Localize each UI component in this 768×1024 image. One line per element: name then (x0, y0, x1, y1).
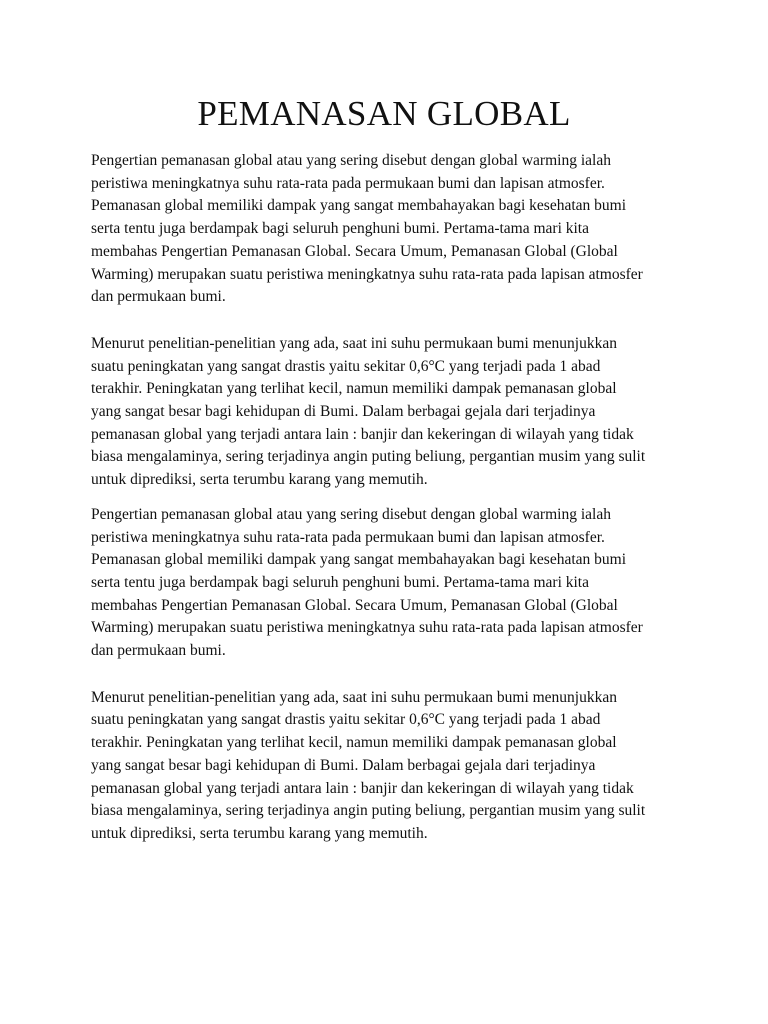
text-line: biasa mengalaminya, sering terjadinya angin puting beliung, pergantian musim yang sulit (91, 802, 646, 820)
paragraph-2 (91, 333, 691, 492)
text-line: Pemanasan global memiliki dampak yang sangat membahayakan bagi kesehatan bumi (91, 551, 627, 569)
text-line: pemanasan global yang terjadi antara lain : banjir dan kekeringan di wilayah yang tidak (91, 779, 634, 797)
text-line: untuk diprediksi, serta terumbu karang yang memutih. (91, 471, 428, 489)
text-line: membahas Pengertian Pemanasan Global. Secara Umum, Pemanasan Global (Global (91, 242, 618, 260)
paragraph-spacer (91, 663, 691, 687)
text-line: peristiwa meningkatnya suhu rata-rata pada permukaan bumi dan lapisan atmosfer. (91, 174, 605, 192)
text-line: membahas Pengertian Pemanasan Global. Secara Umum, Pemanasan Global (Global (91, 596, 618, 614)
text-line: biasa mengalaminya, sering terjadinya angin puting beliung, pergantian musim yang sulit (91, 448, 646, 466)
paragraph-3 (91, 504, 691, 663)
text-line: dan permukaan bumi. (91, 288, 226, 306)
text-line: Pengertian pemanasan global atau yang sering disebut dengan global warming ialah (91, 505, 611, 523)
text-line: suatu peningkatan yang sangat drastis yaitu sekitar 0,6°C yang terjadi pada 1 abad (91, 711, 601, 729)
paragraph-4 (91, 687, 691, 846)
text-line: Pengertian pemanasan global atau yang sering disebut dengan global warming ialah (91, 152, 611, 169)
text-line: untuk diprediksi, serta terumbu karang yang memutih. (91, 824, 428, 842)
text-line: Menurut penelitian-penelitian yang ada, saat ini suhu permukaan bumi menunjukkan (91, 334, 617, 352)
text-line: pemanasan global yang terjadi antara lain : banjir dan kekeringan di wilayah yang tidak (91, 425, 634, 443)
text-line: Menurut penelitian-penelitian yang ada, saat ini suhu permukaan bumi menunjukkan (91, 688, 617, 706)
text-line: peristiwa meningkatnya suhu rata-rata pada permukaan bumi dan lapisan atmosfer. (91, 528, 605, 546)
page-title: PEMANASAN GLOBAL (197, 94, 571, 133)
paragraph-spacer (91, 492, 691, 504)
text-line: terakhir. Peningkatan yang terlihat kecil, namun memiliki dampak pemanasan global (91, 734, 617, 752)
text-line: yang sangat besar bagi kehidupan di Bumi. Dalam berbagai gejala dari terjadinya (91, 756, 596, 774)
text-line: terakhir. Peningkatan yang terlihat kecil, namun memiliki dampak pemanasan global (91, 380, 617, 398)
document-body (91, 150, 691, 846)
paragraph-spacer (91, 309, 691, 333)
text-line: Warming) merupakan suatu peristiwa meningkatnya suhu rata-rata pada lapisan atmosfer (91, 619, 643, 637)
text-line: suatu peningkatan yang sangat drastis yaitu sekitar 0,6°C yang terjadi pada 1 abad (91, 357, 601, 375)
text-line: Pemanasan global memiliki dampak yang sangat membahayakan bagi kesehatan bumi (91, 197, 627, 215)
text-line: yang sangat besar bagi kehidupan di Bumi. Dalam berbagai gejala dari terjadinya (91, 403, 596, 421)
text-line: serta tentu juga berdampak bagi seluruh penghuni bumi. Pertama-tama mari kita (91, 220, 589, 238)
paragraph-1 (91, 150, 691, 309)
text-line: Warming) merupakan suatu peristiwa meningkatnya suhu rata-rata pada lapisan atmosfer (91, 265, 643, 283)
text-line: serta tentu juga berdampak bagi seluruh penghuni bumi. Pertama-tama mari kita (91, 573, 589, 591)
text-line: dan permukaan bumi. (91, 642, 226, 660)
